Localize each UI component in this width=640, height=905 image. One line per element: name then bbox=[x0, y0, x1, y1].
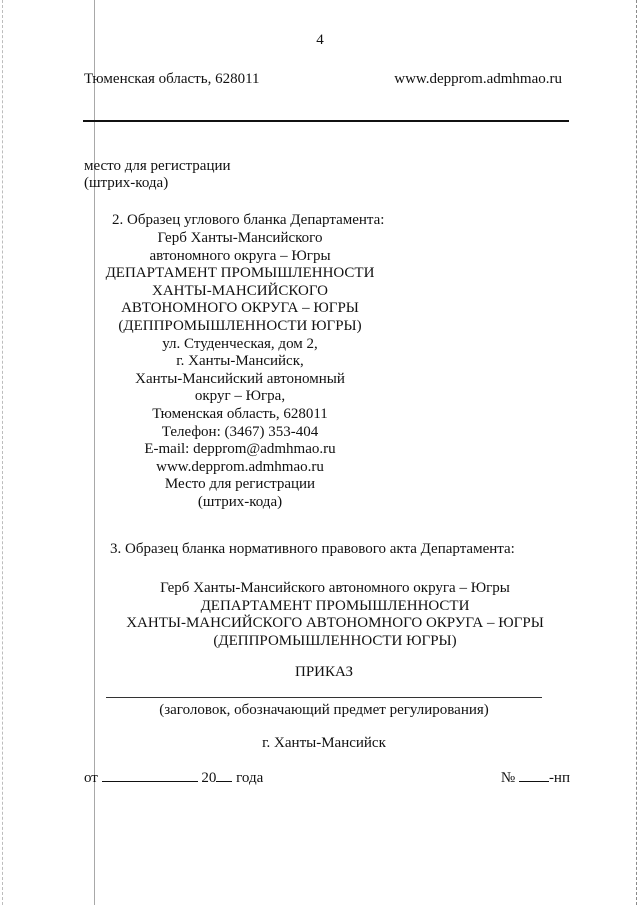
title-underline bbox=[106, 697, 542, 698]
header-rule bbox=[83, 120, 569, 122]
coat-of-arms-line: Герб Ханты-Мансийского bbox=[157, 230, 323, 246]
address-line: ул. Студенческая, дом 2, bbox=[162, 335, 318, 352]
department-name-line: ДЕПАРТАМЕНТ ПРОМЫШЛЕННОСТИ bbox=[200, 597, 470, 614]
date-field bbox=[84, 768, 263, 787]
date-year: 20 bbox=[201, 770, 217, 786]
department-name-line: ХАНТЫ-МАНСИЙСКОГО bbox=[151, 282, 328, 299]
website-line: www.depprom.admhmao.ru bbox=[156, 458, 324, 475]
phone-line: Телефон: (3467) 353-404 bbox=[161, 423, 319, 440]
coat-of-arms-line: автономного округа – Югры bbox=[149, 247, 331, 264]
department-name-line: АВТОНОМНОГО ОКРУГА – ЮГРЫ bbox=[121, 300, 359, 317]
city-line: г. Ханты-Мансийск bbox=[262, 735, 386, 751]
number-blank bbox=[519, 768, 549, 782]
title-caption: (заголовок, обозначающий предмет регулирования) bbox=[159, 702, 489, 718]
date-blank bbox=[102, 768, 198, 782]
date-prefix: от bbox=[84, 770, 98, 786]
scan-right-edge bbox=[636, 0, 637, 905]
department-name-line: ДЕПАРТАМЕНТ ПРОМЫШЛЕННОСТИ bbox=[105, 265, 375, 282]
department-short-name: (ДЕППРОМЫШЛЕННОСТИ ЮГРЫ) bbox=[213, 632, 457, 649]
header-website: www.depprom.admhmao.ru bbox=[394, 71, 562, 87]
number-field bbox=[501, 768, 570, 787]
document-type-heading: ПРИКАЗ bbox=[295, 664, 353, 680]
page-number: 4 bbox=[316, 32, 324, 48]
coat-of-arms-line: Герб Ханты-Мансийского автономного округа – Югры bbox=[160, 580, 510, 596]
number-suffix: -нп bbox=[548, 770, 570, 786]
department-short-name: (ДЕППРОМЫШЛЕННОСТИ ЮГРЫ) bbox=[118, 317, 362, 334]
address-line: Тюменская область, 628011 bbox=[152, 405, 328, 422]
address-line: округ – Югра, bbox=[194, 388, 286, 405]
scan-left-edge bbox=[2, 0, 3, 905]
section-3-title: 3. Образец бланка нормативного правового акта Департамента: bbox=[110, 541, 515, 557]
address-line: г. Ханты-Мансийск, bbox=[176, 353, 304, 370]
registration-barcode-label: (штрих-кода) bbox=[84, 175, 169, 191]
registration-label: Место для регистрации bbox=[164, 476, 316, 493]
date-suffix: года bbox=[236, 770, 264, 786]
section-2-title: 2. Образец углового бланка Департамента: bbox=[112, 212, 385, 228]
normative-act-letterhead-sample bbox=[80, 580, 590, 650]
year-blank bbox=[216, 768, 232, 782]
corner-letterhead-sample bbox=[80, 230, 400, 512]
department-name-line: ХАНТЫ-МАНСИЙСКОГО АВТОНОМНОГО ОКРУГА – ЮГРЫ bbox=[126, 615, 544, 632]
registration-label: место для регистрации bbox=[84, 158, 231, 174]
header-region-text: Тюменская область, 628011 bbox=[84, 71, 260, 87]
email-line: E-mail: depprom@admhmao.ru bbox=[144, 441, 336, 458]
registration-barcode-label: (штрих-кода) bbox=[197, 493, 283, 510]
address-line: Ханты-Мансийский автономный bbox=[135, 370, 345, 387]
date-number-row bbox=[84, 768, 570, 786]
number-prefix: № bbox=[500, 770, 516, 786]
